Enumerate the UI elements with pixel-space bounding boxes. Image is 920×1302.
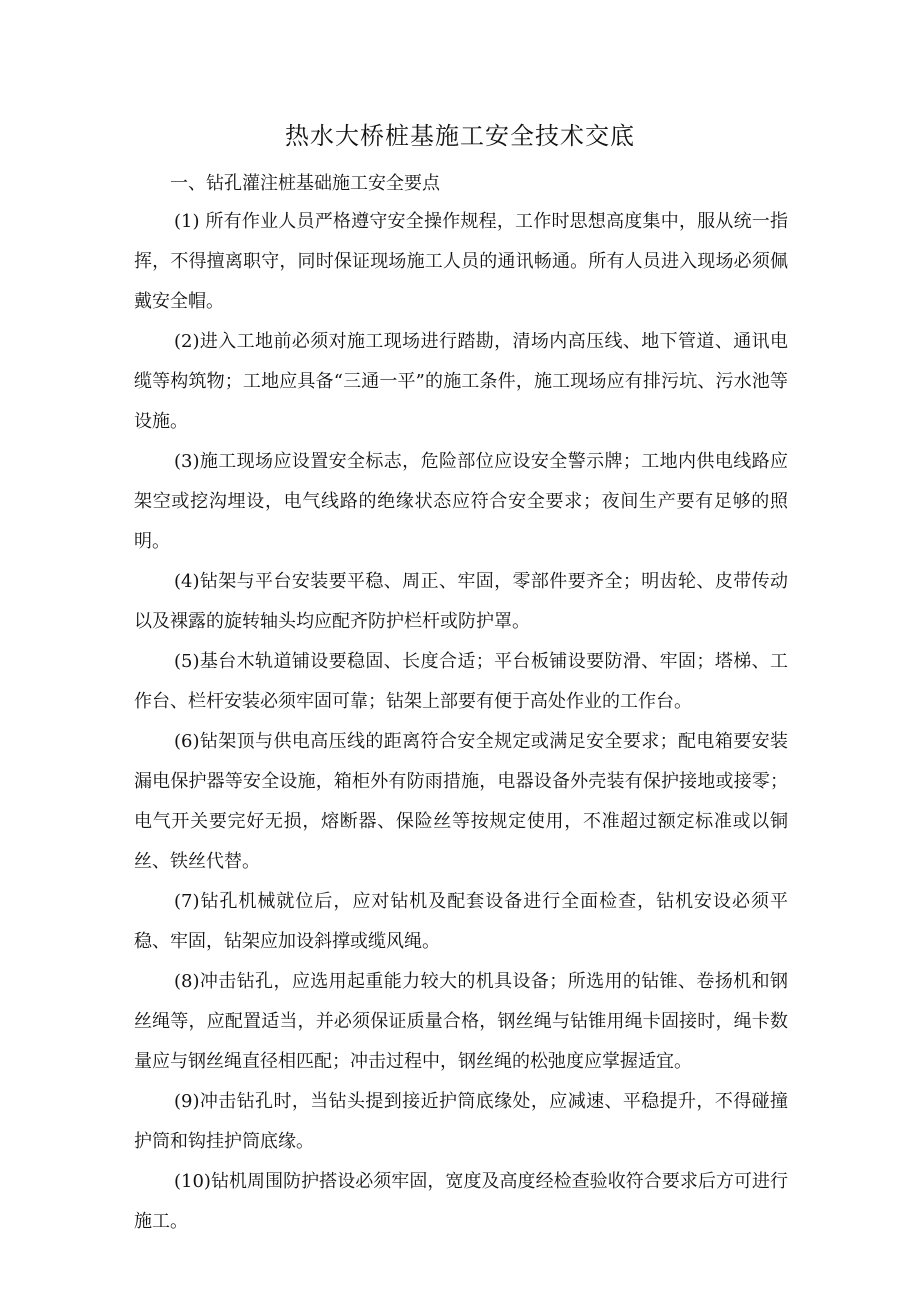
paragraph-8: (8)冲击钻孔，应选用起重能力较大的机具设备；所选用的钻锥、卷扬机和钢丝绳等，应配置适当，并必须保证质量合格，钢丝绳与钻锥用绳卡固接时，绳卡数量应与钢丝绳直径相匹配；冲击过程中，钢丝绳的松弛度应掌握适宜。 <box>134 971 788 1072</box>
section-heading: 一、钻孔灌注桩基础施工安全要点 <box>170 173 440 194</box>
paragraph-1: (1) 所有作业人员严格遵守安全操作规程，工作时思想高度集中，服从统一指挥，不得擅离职守，同时保证现场施工人员的通讯畅通。所有人员进入现场必须佩戴安全帽。 <box>134 211 788 312</box>
paragraph-10: (10)钻机周围防护搭设必须牢固，宽度及高度经检查验收符合要求后方可进行施工。 <box>134 1171 788 1232</box>
document-body <box>134 166 788 1242</box>
paragraph-6: (6)钻架顶与供电高压线的距离符合安全规定或满足安全要求；配电箱要安装漏电保护器等安全设施，箱柜外有防雨措施，电器设备外壳装有保护接地或接零；电气开关要完好无损，熔断器、保险丝等按规定使用，不准超过额定标准或以铜丝、铁丝代替。 <box>134 731 788 872</box>
document-title: 热水大桥桩基施工安全技术交底 <box>285 122 635 150</box>
paragraph-7: (7)钻孔机械就位后，应对钻机及配套设备进行全面检查，钻机安设必须平稳、牢固，钻架应加设斜撑或缆风绳。 <box>134 891 788 952</box>
paragraph-2: (2)进入工地前必须对施工现场进行踏勘，清场内高压线、地下管道、通讯电缆等构筑物；工地应具备“三通一平”的施工条件，施工现场应有排污坑、污水池等设施。 <box>134 331 788 432</box>
paragraph-4: (4)钻架与平台安装要平稳、周正、牢固，零部件要齐全；明齿轮、皮带传动以及裸露的旋转轴头均应配齐防护栏杆或防护罩。 <box>134 571 788 632</box>
paragraph-9: (9)冲击钻孔时，当钻头提到接近护筒底缘处，应减速、平稳提升，不得碰撞护筒和钩挂护筒底缘。 <box>134 1091 788 1152</box>
paragraph-5: (5)基台木轨道铺设要稳固、长度合适；平台板铺设要防滑、牢固；塔梯、工作台、栏杆安装必须牢固可靠；钻架上部要有便于高处作业的工作台。 <box>134 651 788 712</box>
paragraph-3: (3)施工现场应设置安全标志，危险部位应设安全警示牌；工地内供电线路应架空或挖沟埋设，电气线路的绝缘状态应符合安全要求；夜间生产要有足够的照明。 <box>134 451 788 552</box>
